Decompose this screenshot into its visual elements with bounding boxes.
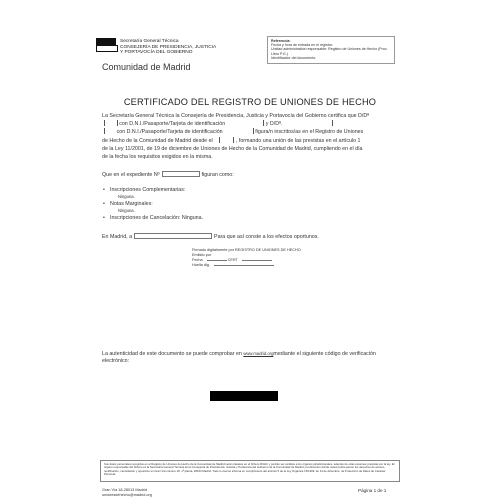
expediente-label: Que en el expediente Nº — [102, 172, 160, 178]
cert-label: CERT — [227, 258, 238, 262]
field-marker — [263, 120, 264, 126]
union-text: , formando una unión de las previstas en el artículo 1 — [235, 137, 361, 144]
privacy-notice: Sus datos personales recogidos en el Registro de Uniones de Hecho de la Comunidad de Madrid serán tratados en el fichero RUHC y podrán ser cedidos a los órganos jurisdiccionales, además de otras cesiones previstas por la ley. El órgano responsable del fichero es la Secretaría General Técnica de la Consejería de Presidencia, Justicia y Portavocía del Gobierno de la Comunidad de Madrid y la dirección donde usted podrá ejercer los derechos de acceso, rectificación, cancelación y oposición es Gran Vía número 18, 1ª planta, 28013 Madrid. Todo lo cual se informa en cumplimiento del artículo 5 de la Ley Orgánica 15/1999, de 13 de diciembre, de Protección de Datos de Carácter Personal. — [100, 460, 400, 482]
date-label: de Hecho de la Comunidad de Madrid desde el — [102, 137, 213, 144]
address-line: Gran Vía 18-28013 Madrid — [102, 488, 147, 492]
reference-line: Fecha y hora de entrada en el registro: — [271, 43, 333, 48]
date-label: Fecha — [192, 258, 203, 262]
registration-text: figura/n inscritos/as en el Registro de Uniones — [255, 129, 364, 136]
list-item: • Inscripciones Complementarias: — [102, 186, 402, 194]
field-marker — [253, 128, 254, 134]
field-marker — [332, 120, 333, 126]
reference-line: Identificador del documento: — [271, 55, 317, 60]
id-label: con D.N.I./Pasaporte/Tarjeta de identificación — [119, 121, 226, 128]
place-label: En Madrid, a — [102, 234, 133, 240]
signature-line — [242, 258, 272, 261]
signature-line — [207, 258, 227, 261]
verification-suffix: mediante el siguiente código de verificación electrónico: — [102, 351, 376, 365]
closing-text: Para que así conste a los efectos oportunos. — [214, 234, 319, 240]
list-item-value: Ninguna. — [118, 194, 135, 200]
reference-title: Referencia: — [271, 39, 291, 43]
verification-link[interactable]: www.madrid.org — [243, 351, 274, 356]
paragraph-line-3 — [102, 128, 402, 136]
partner-label: y D/Dª. — [265, 121, 283, 128]
list-item: • Notas Marginales: — [102, 200, 402, 208]
verification-text — [102, 350, 402, 366]
field-marker — [104, 128, 105, 134]
place-date-line — [102, 233, 402, 241]
community-name: Comunidad de Madrid — [102, 62, 191, 72]
paragraph-line-5: de la Ley 11/2001, de 19 de diciembre de Uniones de Hecho de la Comunidad de Madrid, cumpliendo en el día — [102, 145, 363, 152]
signature-row: Firmado digitalmente por REGISTRO DE UNIONES DE HECHO — [192, 248, 301, 252]
expediente-line — [102, 171, 402, 179]
expediente-suffix: figuran como: — [201, 172, 234, 178]
redacted-code-bar — [210, 391, 278, 401]
signature-row — [192, 263, 322, 268]
fingerprint-label: Huella dig. — [192, 263, 210, 267]
certificate-paragraph — [102, 112, 402, 161]
expediente-field — [162, 171, 200, 177]
reference-box — [267, 36, 395, 64]
field-marker — [104, 120, 105, 126]
reference-line: Libro P.G.) — [271, 51, 288, 56]
list-item: • Inscripciones de Cancelación: Ninguna. — [102, 214, 402, 222]
digital-signature-block — [192, 248, 322, 268]
paragraph-line-1: La Secretaría General Técnica la Consejería de Presidencia, Justicia y Portavocía del Gobierno certifica que D/Dª — [102, 113, 370, 119]
list-item-value: Ninguna. — [118, 208, 135, 214]
paragraph-line-4 — [102, 137, 402, 145]
field-marker — [233, 137, 234, 143]
issuer-label: Emitido por — [192, 253, 212, 257]
field-marker — [219, 137, 220, 143]
page-number: Página 1 de 1 — [358, 488, 387, 493]
signature-line — [214, 263, 274, 266]
document-title: CERTIFICADO DEL REGISTRO DE UNIONES DE HECHO — [123, 97, 377, 107]
verification-label: La autenticidad de este documento se puede comprobar en — [102, 351, 242, 357]
org-line: Y PORTAVOCÍA DEL GOBIERNO — [120, 50, 193, 56]
email-line: unionesdehecho@madrid.org — [102, 493, 152, 497]
id-label: con D.N.I./Pasaporte/Tarjeta de identificación — [116, 129, 223, 136]
paragraph-line-6: de la fecha los requisitos exigidos en la misma. — [102, 154, 213, 161]
date-field — [134, 233, 212, 239]
comunidad-madrid-logo-icon — [96, 38, 116, 52]
field-marker — [117, 120, 118, 126]
org-line: Secretaría General Técnica — [120, 39, 179, 44]
org-line: CONSEJERÍA DE PRESIDENCIA, JUSTICIA — [120, 44, 217, 50]
organization-name — [120, 39, 260, 56]
paragraph-line-2 — [102, 120, 402, 128]
reference-line: Unidad administrativa responsable: Registro de Uniones de Hecho (Proc. — [271, 47, 388, 52]
footer-address — [102, 488, 152, 498]
inscriptions-list — [102, 186, 402, 223]
